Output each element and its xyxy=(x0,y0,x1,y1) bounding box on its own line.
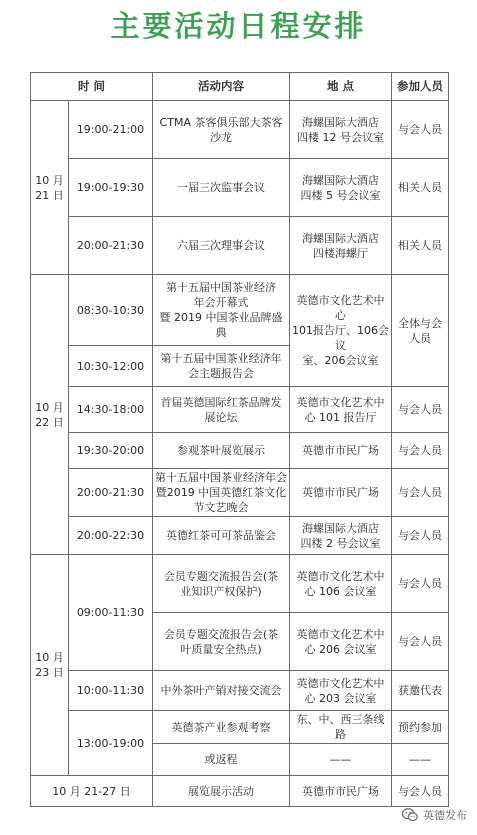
date-cell: 10 月 22 日 xyxy=(31,275,69,555)
table-row xyxy=(31,517,449,555)
place-cell: 英德市文化艺术中心 101报告厅、106会议 室、206会议室 xyxy=(290,275,392,387)
activity-cell: 第十五届中国茶业经济年 会主题报告会 xyxy=(153,346,290,387)
time-cell: 10 月 21-27 日 xyxy=(31,776,153,807)
activity-cell: 首届英德国际红茶品牌发 展论坛 xyxy=(153,387,290,433)
place-cell: 英德市市民广场 xyxy=(290,469,392,517)
time-cell: 13:00-19:00 xyxy=(69,711,153,776)
table-row xyxy=(31,387,449,433)
activity-cell: 六届三次理事会议 xyxy=(153,217,290,275)
place-cell: 英德市文化艺术中 心 203 会议室 xyxy=(290,671,392,711)
place-cell: 海螺国际大酒店 四楼 5 号会议室 xyxy=(290,159,392,217)
table-row xyxy=(31,101,449,159)
place-line: —— xyxy=(290,744,391,776)
table-row xyxy=(31,555,449,613)
activity-line: 英德茶产业参观考察 xyxy=(171,720,271,734)
time-cell: 10:30-12:00 xyxy=(69,346,153,387)
activity-cell: 展览展示活动 xyxy=(153,776,290,807)
activity-cell: CTMA 茶客俱乐部大茶客 沙龙 xyxy=(153,101,290,159)
time-cell: 08:30-10:30 xyxy=(69,275,153,346)
header-activity: 活动内容 xyxy=(153,73,290,101)
people-cell: 与会人员 xyxy=(392,613,449,671)
table-row xyxy=(31,217,449,275)
page-title: 主要活动日程安排 xyxy=(110,9,367,43)
activity-cell: 会员专题交流报告会(茶 业知识产权保护) xyxy=(153,555,290,613)
table-row xyxy=(31,275,449,346)
place-line: 东、中、西三条线路 xyxy=(296,713,385,741)
table-row xyxy=(31,711,449,776)
time-cell: 10:00-11:30 xyxy=(69,671,153,711)
watermark xyxy=(401,805,467,825)
activity-cell: 会员专题交流报告会(茶 叶质量安全热点) xyxy=(153,613,290,671)
people-cell: 获邀代表 xyxy=(392,671,449,711)
people-cell: 与会人员 xyxy=(392,776,449,807)
activity-cell: 英德红茶可可茶品鉴会 xyxy=(153,517,290,555)
people-cell: 与会人员 xyxy=(392,555,449,613)
time-cell: 19:00-19:30 xyxy=(69,159,153,217)
header-place: 地 点 xyxy=(290,73,392,101)
people-line: 预约参加 xyxy=(398,720,443,734)
table-row xyxy=(31,159,449,217)
people-cell: 全体与会 人员 xyxy=(392,275,449,387)
watermark-label: 英德发布 xyxy=(423,809,467,822)
place-cell: 英德市文化艺术中 心 206 会议室 xyxy=(290,613,392,671)
place-cell: 英德市文化艺术中 心 106 会议室 xyxy=(290,555,392,613)
place-cell: 海螺国际大酒店 四楼海螺厅 xyxy=(290,217,392,275)
place-cell: 英德市市民广场 xyxy=(290,776,392,807)
activity-cell xyxy=(153,711,290,776)
header-row xyxy=(31,73,449,101)
table-row xyxy=(31,671,449,711)
people-cell: 与会人员 xyxy=(392,433,449,469)
activity-cell: 第十五届中国茶业经济 年会开幕式 暨 2019 中国茶业品牌盛典 xyxy=(153,275,290,346)
people-line: —— xyxy=(392,744,448,776)
table-row xyxy=(31,469,449,517)
activity-cell: 中外茶叶产销对接交流会 xyxy=(153,671,290,711)
header-people: 参加人员 xyxy=(392,73,449,101)
time-cell: 19:00-21:00 xyxy=(69,101,153,159)
date-cell: 10 月 21 日 xyxy=(31,101,69,275)
people-cell: 相关人员 xyxy=(392,217,449,275)
time-cell: 14:30-18:00 xyxy=(69,387,153,433)
people-cell: 与会人员 xyxy=(392,101,449,159)
time-cell: 20:00-22:30 xyxy=(69,517,153,555)
place-cell: 英德市市民广场 xyxy=(290,433,392,469)
date-cell: 10 月 23 日 xyxy=(31,555,69,776)
people-cell: 与会人员 xyxy=(392,517,449,555)
place-cell: 英德市文化艺术中 心 101 报告厅 xyxy=(290,387,392,433)
people-cell: 与会人员 xyxy=(392,469,449,517)
wechat-icon xyxy=(401,806,419,824)
time-cell: 19:30-20:00 xyxy=(69,433,153,469)
people-cell: 与会人员 xyxy=(392,387,449,433)
table-row xyxy=(31,433,449,469)
activity-cell: 一届三次监事会议 xyxy=(153,159,290,217)
place-cell: 海螺国际大酒店 四楼 2 号会议室 xyxy=(290,517,392,555)
activity-cell: 参观茶叶展览展示 xyxy=(153,433,290,469)
people-cell: 相关人员 xyxy=(392,159,449,217)
place-cell: 海螺国际大酒店 四楼 12 号会议室 xyxy=(290,101,392,159)
activity-cell: 第十五届中国茶业经济年会 暨2019 中国英德红茶文化 节文艺晚会 xyxy=(153,469,290,517)
place-cell xyxy=(290,711,392,776)
table-row xyxy=(31,776,449,807)
time-cell: 20:00-21:30 xyxy=(69,469,153,517)
header-time: 时 间 xyxy=(31,73,153,101)
time-cell: 09:00-11:30 xyxy=(69,555,153,671)
time-cell: 20:00-21:30 xyxy=(69,217,153,275)
people-cell xyxy=(392,711,449,776)
schedule-table xyxy=(30,72,449,807)
activity-line: 或返程 xyxy=(153,744,289,776)
